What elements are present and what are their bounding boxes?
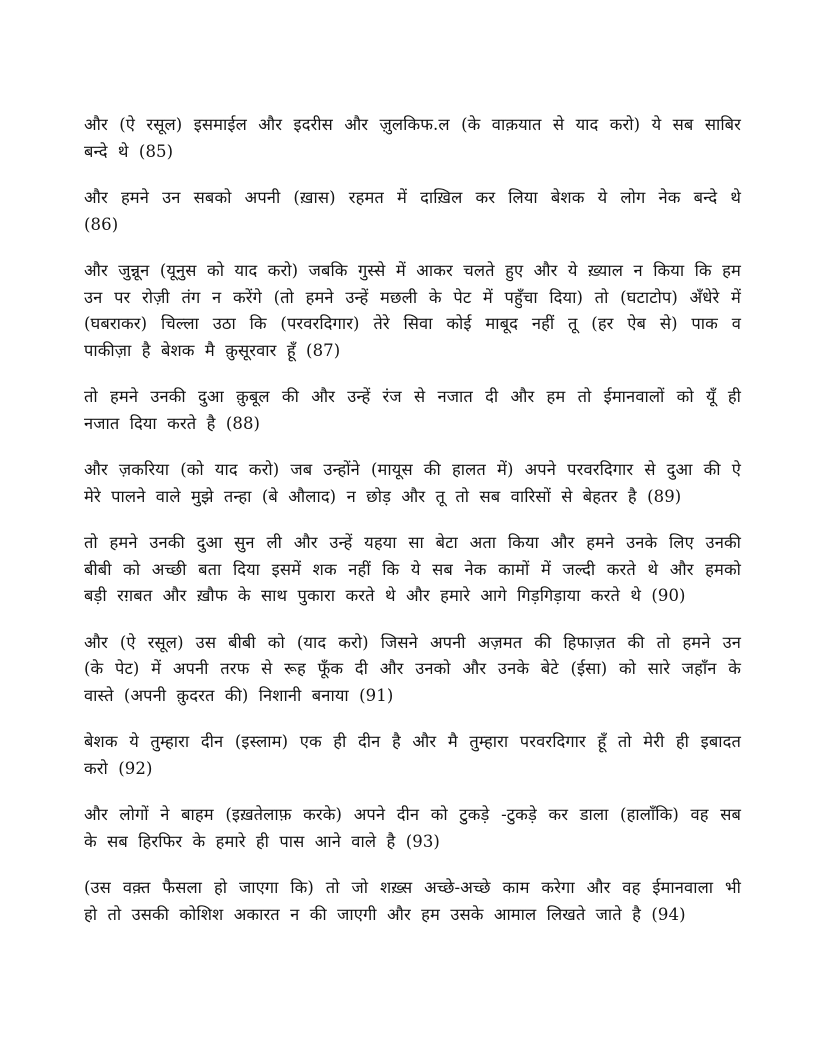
verse-paragraph-86: और हमने उन सबको अपनी (ख़ास) रहमत में दाख़िल कर लिया बेशक ये लोग नेक बन्दे थे (86) <box>84 188 741 234</box>
verse-paragraph-92: बेशक ये तुम्हारा दीन (इस्लाम) एक ही दीन है और मै तुम्हारा परवरदिगार हूँ तो मेरी ही इबादत करो (92) <box>84 732 741 778</box>
verse-paragraph-85: और (ऐ रसूल) इसमाईल और इदरीस और ज़ुलकिफ.ल (के वाक़यात से याद करो) ये सब साबिर बन्दे थे (85) <box>84 115 741 161</box>
verse-paragraph-89: और ज़करिया (को याद करो) जब उन्होंने (मायूस की हालत में) अपने परवरदिगार से दुआ की ऐ मेरे पालने वाले मुझे तन्हा (बे औलाद) न छोड़ और तू तो सब वारिसों से बेहतर है (89) <box>84 460 741 506</box>
verse-paragraph-93: और लोगों ने बाहम (इख़तेलाफ़ करके) अपने दीन को टुकड़े -टुकड़े कर डाला (हालाँकि) वह सब के सब हिरफिर के हमारे ही पास आने वाले है (93) <box>84 805 741 851</box>
verse-text-block <box>84 112 741 948</box>
verse-paragraph-87: और जुन्नून (यूनुस को याद करो) जबकि गुस्से में आकर चलते हुए और ये ख़्याल न किया कि हम उन पर रोज़ी तंग न करेंगे (तो हमने उन्हें मछली के पेट में पहुँचा दिया) तो (घटाटोप) अँधेरे में (घबराकर) चिल्ला उठा कि (परवरदिगार) तेरे सिवा कोई माबूद नहीं तू (हर ऐब से) पाक व पाकीज़ा है बेशक मै क़ुसूरवार हूँ (87) <box>84 261 741 360</box>
verse-paragraph-90: तो हमने उनकी दुआ सुन ली और उन्हें यहया सा बेटा अता किया और हमने उनके लिए उनकी बीबी को अच्छी बता दिया इसमें शक नहीं कि ये सब नेक कामों में जल्दी करते थे और हमको बड़ी रग़बत और ख़ौफ के साथ पुकारा करते थे और हमारे आगे गिड़गिड़ाया करते थे (90) <box>84 533 741 605</box>
verse-paragraph-91: और (ऐ रसूल) उस बीबी को (याद करो) जिसने अपनी अज़मत की हिफाज़त की तो हमने उन (के पेट) में अपनी तरफ से रूह फूँक दी और उनको और उनके बेटे (ईसा) को सारे जहाँन के वास्ते (अपनी क़ुदरत की) निशानी बनाया (91) <box>84 632 741 705</box>
verse-paragraph-88: तो हमने उनकी दुआ क़ुबूल की और उन्हें रंज से नजात दी और हम तो ईमानवालों को यूँ ही नजात दिया करते है (88) <box>84 387 741 433</box>
verse-paragraph-94: (उस वक़्त फैसला हो जाएगा कि) तो जो शख़्स अच्छे-अच्छे काम करेगा और वह ईमानवाला भी हो तो उसकी कोशिश अकारत न की जाएगी और हम उसके आमाल लिखते जाते है (94) <box>84 878 741 924</box>
